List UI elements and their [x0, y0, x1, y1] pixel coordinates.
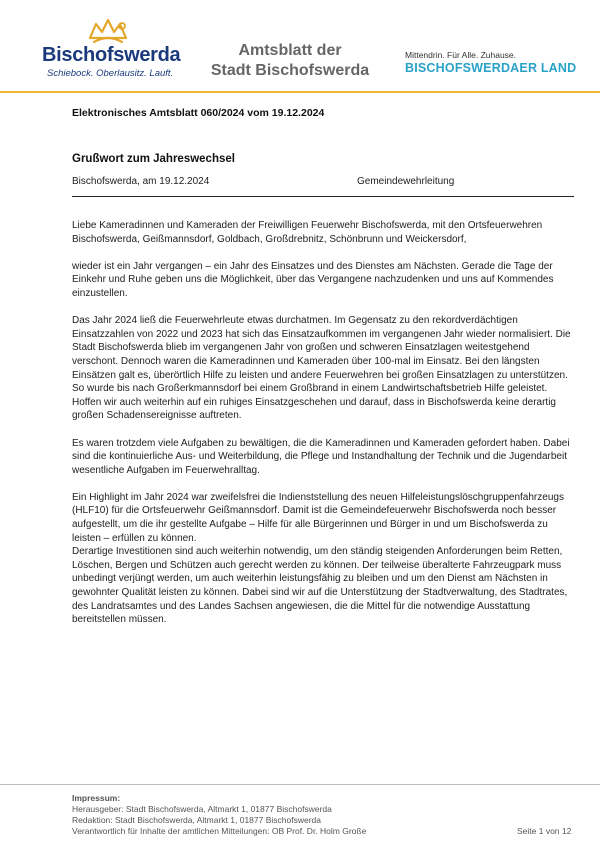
article-place-date: Bischofswerda, am 19.12.2024: [72, 176, 210, 187]
meta-divider: [72, 196, 574, 197]
bischofswerda-logo[interactable]: [40, 14, 180, 84]
paragraph: Hoffen wir auch weiterhin auf ein ruhiges Einsatzgeschehen und darauf, dass in Bischofswerda keine derartig großen Schadensereignisse auftreten.: [72, 396, 556, 422]
publication-title-line2: Stadt Bischofswerda: [210, 62, 370, 79]
paragraph: Es waren trotzdem viele Aufgaben zu bewältigen, die die Kameradinnen und Kameraden gefordert haben. Dabei sind die kontinuierliche Aus- und Weiterbildung, die Pflege und Instandhaltung der Technik und die Jugendarbeit wesentliche Aufgaben im Feuerwehralltag.: [72, 437, 570, 476]
region-name: BISCHOFSWERDAER LAND: [405, 61, 577, 75]
paragraph: Derartige Investitionen sind auch weiterhin notwendig, um den ständig steigenden Anforderungen beim Retten, Löschen, Bergen und Schützen auch gerecht werden zu können. Der teilweise überalterte Fahrzeugpark muss unbedingt verjüngt werden, um auch weiterhin leistungsfähig zu bleiben und um den Dienst am Nächsten in gewohnter Qualität leisten zu können. Dabei sind wir auf die Unterstützung der Stadtverwaltung, des Stadtrates, des Landratsamtes und des Landes Sachsen angewiesen, die die Mittel für die notwendige Ausstattung bereitstellen müssen.: [72, 546, 568, 626]
region-slogan: Mittendrin. Für Alle. Zuhause.: [405, 50, 517, 60]
article-sender: Gemeindewehrleitung: [357, 176, 455, 187]
article-body: [72, 219, 577, 627]
impressum-title: Impressum:: [72, 793, 121, 803]
paragraph: Ein Highlight im Jahr 2024 war zweifelsfrei die Indienststellung des neuen Hilfeleistungslöschgruppenfahrzeugs (HLF10) für die Ortsfeuerwehr Geißmannsdorf. Damit ist die Gemeindefeuerwehr Bischofswerda noch besser aufgestellt, um die ihr gestellte Aufgabe – Hilfe für alle Bürgerinnen und Bürger in und um Bischofswerda zu leisten – erfüllen zu können.: [72, 491, 564, 544]
region-logo[interactable]: [405, 50, 585, 75]
header-divider: [0, 91, 600, 93]
town-emblem-icon: [84, 16, 132, 46]
impressum-line: Verantwortlich für Inhalte der amtlichen Mitteilungen: OB Prof. Dr. Holm Große: [72, 826, 367, 836]
issue-number: Elektronisches Amtsblatt 060/2024 vom 19.12.2024: [72, 107, 325, 119]
logo-brand-name: Bischofswerda: [42, 44, 181, 66]
impressum: [72, 793, 366, 837]
page-header: [0, 0, 600, 88]
paragraph: wieder ist ein Jahr vergangen – ein Jahr des Einsatzes und des Dienstes am Nächsten. Gerade die Tage der Einkehr und Ruhe geben uns die Möglichkeit, über das Vergangene nachzudenken und uns auf Kommendes einzustellen.: [72, 260, 554, 299]
article-title: Grußwort zum Jahreswechsel: [72, 153, 235, 165]
impressum-line: Herausgeber: Stadt Bischofswerda, Altmarkt 1, 01877 Bischofswerda: [72, 804, 332, 814]
publication-title-line1: Amtsblatt der: [238, 42, 342, 59]
paragraph: Das Jahr 2024 ließ die Feuerwehrleute etwas durchatmen. Im Gegensatz zu den rekordverdächtigen Einsatzzahlen von 2022 und 2023 hat sich das Einsatzaufkommen im vergangenen Jahr wieder normalisiert. Die Stadt Bischofswerda blieb im vergangenen Jahr von großen und schweren Einsatzlagen weitestgehend verschont. Dennoch waren die Kameradinnen und Kameraden über 100-mal im Einsatz. Bei den längsten Einsätzen galt es, überörtlich Hilfe zu leisten und andere Feuerwehren bei großen Einsatzlagen zu unterstützen. So wurde bis nach Großerkmannsdorf bei einem Großbrand in einem Landwirtschaftsbetrieb Hilfe geleistet.: [72, 315, 571, 395]
paragraph: Liebe Kameradinnen und Kameraden der Freiwilligen Feuerwehr Bischofswerda, mit den Ortsfeuerwehren Bischofswerda, Geißmannsdorf, Goldbach, Großdrebnitz, Schönbrunn und Weickersdorf,: [72, 220, 543, 245]
footer-divider: [0, 784, 600, 785]
impressum-line: Redaktion: Stadt Bischofswerda, Altmarkt 1, 01877 Bischofswerda: [72, 815, 321, 825]
logo-tagline: Schiebock. Oberlausitz. Lauft.: [47, 68, 174, 79]
page-number: Seite 1 von 12: [517, 826, 572, 836]
publication-title: [205, 41, 375, 81]
